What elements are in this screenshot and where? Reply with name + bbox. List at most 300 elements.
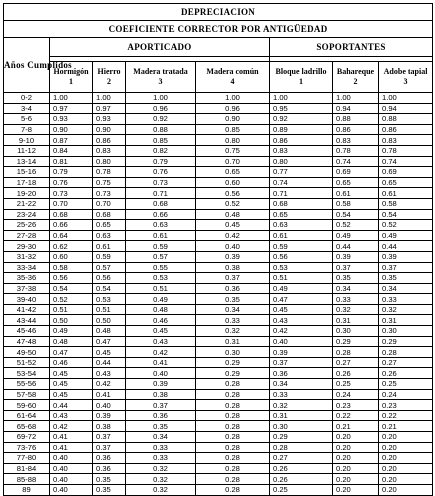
table-row [4, 114, 433, 125]
years-cell: 65-68 [4, 421, 50, 432]
coefficient-cell: 0.59 [93, 251, 126, 262]
coefficient-cell: 0.58 [50, 262, 93, 273]
coefficient-cell: 0.86 [93, 135, 126, 146]
coefficient-cell: 0.47 [93, 336, 126, 347]
column-header-number: 1 [299, 77, 303, 86]
table-row [4, 135, 433, 146]
years-cell: 61-64 [4, 410, 50, 421]
coefficient-cell: 0.29 [196, 368, 270, 379]
coefficient-cell: 0.93 [50, 114, 93, 125]
coefficient-cell: 0.20 [379, 453, 433, 464]
coefficient-cell: 0.51 [270, 273, 333, 284]
table-subtitle: COEFICIENTE CORRECTOR POR ANTIGÜEDAD [4, 21, 433, 38]
coefficient-cell: 0.56 [93, 273, 126, 284]
coefficient-cell: 0.47 [270, 294, 333, 305]
coefficient-cell: 0.28 [196, 474, 270, 485]
coefficient-cell: 0.52 [50, 294, 93, 305]
coefficient-cell: 0.27 [333, 357, 379, 368]
coefficient-cell: 0.42 [93, 379, 126, 390]
coefficient-cell: 0.70 [93, 198, 126, 209]
coefficient-cell: 0.83 [333, 135, 379, 146]
years-cell: 11-12 [4, 145, 50, 156]
coefficient-cell: 0.43 [50, 410, 93, 421]
coefficient-cell: 0.44 [93, 357, 126, 368]
years-cell: 25-26 [4, 220, 50, 231]
coefficient-cell: 0.85 [126, 135, 196, 146]
years-cell: 21-22 [4, 198, 50, 209]
coefficient-cell: 0.45 [50, 379, 93, 390]
coefficient-cell: 0.63 [126, 220, 196, 231]
coefficient-cell: 0.42 [196, 230, 270, 241]
table-row [4, 156, 433, 167]
coefficient-cell: 0.79 [126, 156, 196, 167]
coefficient-cell: 0.56 [270, 251, 333, 262]
coefficient-cell: 0.89 [270, 124, 333, 135]
coefficient-cell: 0.37 [196, 273, 270, 284]
table-row [4, 124, 433, 135]
coefficient-cell: 0.20 [333, 432, 379, 443]
coefficient-cell: 0.39 [93, 410, 126, 421]
coefficient-cell: 0.44 [379, 241, 433, 252]
coefficient-cell: 0.40 [50, 453, 93, 464]
coefficient-cell: 0.42 [126, 347, 196, 358]
coefficient-cell: 0.88 [126, 124, 196, 135]
coefficient-cell: 0.66 [50, 220, 93, 231]
coefficient-cell: 0.92 [270, 114, 333, 125]
coefficient-cell: 0.57 [93, 262, 126, 273]
column-header-number: 1 [69, 77, 73, 86]
group-header-aporticado: APORTICADO [50, 38, 270, 57]
coefficient-cell: 0.88 [333, 114, 379, 125]
column-header [379, 62, 433, 93]
years-cell: 7-8 [4, 124, 50, 135]
years-cell: 13-14 [4, 156, 50, 167]
coefficient-cell: 0.52 [379, 220, 433, 231]
coefficient-cell: 0.26 [379, 368, 433, 379]
coefficient-cell: 0.59 [270, 241, 333, 252]
coefficient-cell: 0.20 [379, 432, 433, 443]
coefficient-cell: 0.53 [126, 273, 196, 284]
coefficient-cell: 0.54 [333, 209, 379, 220]
coefficient-cell: 0.65 [196, 167, 270, 178]
years-cell: 59-60 [4, 400, 50, 411]
coefficient-cell: 0.28 [196, 484, 270, 495]
coefficient-cell: 0.30 [333, 326, 379, 337]
coefficient-cell: 0.45 [50, 389, 93, 400]
coefficient-cell: 0.32 [333, 304, 379, 315]
coefficient-cell: 0.31 [196, 336, 270, 347]
coefficient-cell: 0.94 [333, 103, 379, 114]
coefficient-cell: 0.40 [196, 241, 270, 252]
column-header [50, 62, 93, 93]
coefficient-cell: 0.37 [333, 262, 379, 273]
depreciation-table [3, 3, 433, 496]
coefficient-cell: 0.49 [126, 294, 196, 305]
coefficient-cell: 0.61 [270, 230, 333, 241]
coefficient-cell: 0.60 [196, 177, 270, 188]
coefficient-cell: 0.20 [333, 453, 379, 464]
column-header [93, 62, 126, 93]
table-row [4, 442, 433, 453]
coefficient-cell: 0.42 [50, 421, 93, 432]
years-cell: 51-52 [4, 357, 50, 368]
coefficient-cell: 0.80 [270, 156, 333, 167]
column-header-number: 3 [403, 77, 408, 86]
column-header-number: 3 [158, 77, 163, 86]
column-header-number: 4 [230, 77, 235, 86]
years-cell: 19-20 [4, 188, 50, 199]
coefficient-cell: 0.61 [379, 188, 433, 199]
column-header-label: Madera tratada [133, 67, 188, 76]
coefficient-cell: 0.28 [196, 389, 270, 400]
years-cell: 3-4 [4, 103, 50, 114]
coefficient-cell: 0.32 [126, 463, 196, 474]
coefficient-cell: 0.28 [196, 379, 270, 390]
coefficient-cell: 0.83 [270, 145, 333, 156]
coefficient-cell: 0.97 [93, 103, 126, 114]
coefficient-cell: 0.20 [379, 474, 433, 485]
coefficient-cell: 0.48 [126, 304, 196, 315]
coefficient-cell: 0.37 [270, 357, 333, 368]
coefficient-cell: 0.65 [93, 220, 126, 231]
table-row [4, 336, 433, 347]
table-row [4, 273, 433, 284]
coefficient-cell: 0.29 [379, 336, 433, 347]
coefficient-cell: 0.37 [93, 442, 126, 453]
coefficient-cell: 0.83 [93, 145, 126, 156]
coefficient-cell: 0.36 [196, 283, 270, 294]
table-row [4, 484, 433, 495]
table-row [4, 389, 433, 400]
coefficient-cell: 0.68 [270, 198, 333, 209]
coefficient-cell: 0.35 [333, 273, 379, 284]
coefficient-cell: 0.66 [126, 209, 196, 220]
coefficient-cell: 0.48 [196, 209, 270, 220]
coefficient-cell: 0.30 [270, 421, 333, 432]
table-row [4, 188, 433, 199]
coefficient-cell: 0.33 [196, 315, 270, 326]
coefficient-cell: 0.26 [270, 474, 333, 485]
coefficient-cell: 0.32 [270, 400, 333, 411]
coefficient-cell: 0.68 [93, 209, 126, 220]
coefficient-cell: 0.32 [126, 474, 196, 485]
coefficient-cell: 0.55 [126, 262, 196, 273]
coefficient-cell: 0.37 [126, 400, 196, 411]
coefficient-cell: 0.85 [196, 124, 270, 135]
coefficient-cell: 0.22 [333, 410, 379, 421]
coefficient-cell: 0.88 [379, 114, 433, 125]
coefficient-cell: 1.00 [270, 93, 333, 104]
coefficient-cell: 0.33 [333, 294, 379, 305]
coefficient-cell: 0.34 [333, 283, 379, 294]
coefficient-cell: 0.54 [379, 209, 433, 220]
coefficient-cell: 0.24 [379, 389, 433, 400]
coefficient-cell: 0.53 [270, 262, 333, 273]
coefficient-cell: 0.36 [126, 410, 196, 421]
coefficient-cell: 0.78 [93, 167, 126, 178]
coefficient-cell: 0.42 [270, 326, 333, 337]
coefficient-cell: 0.93 [93, 114, 126, 125]
coefficient-cell: 0.51 [126, 283, 196, 294]
coefficient-cell: 0.71 [270, 188, 333, 199]
years-header: Años Cumplidos [4, 38, 50, 93]
years-cell: 55-56 [4, 379, 50, 390]
table-row [4, 93, 433, 104]
coefficient-cell: 0.65 [270, 209, 333, 220]
table-row [4, 198, 433, 209]
years-cell: 31-32 [4, 251, 50, 262]
coefficient-cell: 0.74 [333, 156, 379, 167]
coefficient-cell: 0.38 [93, 421, 126, 432]
years-cell: 17-18 [4, 177, 50, 188]
coefficient-cell: 0.61 [126, 230, 196, 241]
years-cell: 47-48 [4, 336, 50, 347]
table-row [4, 432, 433, 443]
table-row [4, 421, 433, 432]
coefficient-cell: 0.27 [379, 357, 433, 368]
coefficient-cell: 0.35 [93, 474, 126, 485]
coefficient-cell: 0.28 [196, 410, 270, 421]
coefficient-cell: 0.28 [196, 442, 270, 453]
coefficient-cell: 0.37 [379, 262, 433, 273]
years-cell: 35-36 [4, 273, 50, 284]
coefficient-cell: 0.78 [333, 145, 379, 156]
coefficient-cell: 0.96 [126, 103, 196, 114]
coefficient-cell: 0.20 [379, 463, 433, 474]
table-row [4, 241, 433, 252]
coefficient-cell: 0.76 [126, 167, 196, 178]
coefficient-cell: 0.73 [126, 177, 196, 188]
table-row [4, 262, 433, 273]
years-cell: 41-42 [4, 304, 50, 315]
column-header [333, 62, 379, 93]
years-cell: 85-88 [4, 474, 50, 485]
table-row [4, 379, 433, 390]
years-cell: 89 [4, 484, 50, 495]
coefficient-cell: 0.52 [333, 220, 379, 231]
coefficient-cell: 0.83 [379, 135, 433, 146]
coefficient-cell: 0.28 [379, 347, 433, 358]
coefficient-cell: 0.31 [333, 315, 379, 326]
coefficient-cell: 1.00 [379, 93, 433, 104]
coefficient-cell: 0.32 [196, 326, 270, 337]
coefficient-cell: 0.90 [50, 124, 93, 135]
coefficient-cell: 0.40 [93, 400, 126, 411]
coefficient-cell: 0.68 [50, 209, 93, 220]
coefficient-cell: 0.45 [50, 368, 93, 379]
column-header-label: Hormigón [53, 67, 89, 76]
coefficient-cell: 0.20 [379, 484, 433, 495]
coefficient-cell: 0.94 [379, 103, 433, 114]
table-title: DEPRECIACION [4, 4, 433, 21]
coefficient-cell: 0.52 [196, 198, 270, 209]
years-cell: 81-84 [4, 463, 50, 474]
coefficient-cell: 0.30 [379, 326, 433, 337]
coefficient-cell: 0.27 [270, 453, 333, 464]
coefficient-cell: 0.56 [50, 273, 93, 284]
coefficient-cell: 0.41 [50, 442, 93, 453]
coefficient-cell: 0.48 [50, 336, 93, 347]
coefficient-cell: 0.28 [196, 432, 270, 443]
coefficient-cell: 0.33 [126, 442, 196, 453]
coefficient-cell: 0.28 [196, 421, 270, 432]
coefficient-cell: 0.81 [50, 156, 93, 167]
coefficient-cell: 0.97 [50, 103, 93, 114]
coefficient-cell: 0.73 [50, 188, 93, 199]
coefficient-cell: 0.34 [270, 379, 333, 390]
coefficient-cell: 0.33 [270, 389, 333, 400]
coefficient-cell: 0.33 [126, 453, 196, 464]
coefficient-cell: 0.44 [50, 400, 93, 411]
coefficient-cell: 0.43 [126, 336, 196, 347]
coefficient-cell: 0.40 [50, 474, 93, 485]
coefficient-cell: 0.20 [333, 442, 379, 453]
coefficient-cell: 0.29 [270, 432, 333, 443]
table-row [4, 474, 433, 485]
coefficient-cell: 0.48 [93, 326, 126, 337]
coefficient-cell: 0.78 [379, 145, 433, 156]
years-cell: 49-50 [4, 347, 50, 358]
coefficient-cell: 0.43 [270, 315, 333, 326]
coefficient-cell: 0.36 [270, 368, 333, 379]
coefficient-cell: 0.45 [196, 220, 270, 231]
years-cell: 43-44 [4, 315, 50, 326]
coefficient-cell: 0.86 [379, 124, 433, 135]
coefficient-cell: 0.74 [379, 156, 433, 167]
coefficient-cell: 0.39 [333, 251, 379, 262]
coefficient-cell: 0.92 [126, 114, 196, 125]
years-cell: 29-30 [4, 241, 50, 252]
years-cell: 5-6 [4, 114, 50, 125]
table-row [4, 251, 433, 262]
coefficient-cell: 0.41 [93, 389, 126, 400]
coefficient-cell: 0.28 [196, 400, 270, 411]
coefficient-cell: 0.74 [270, 177, 333, 188]
coefficient-cell: 0.49 [50, 326, 93, 337]
table-row [4, 145, 433, 156]
table-row [4, 326, 433, 337]
coefficient-cell: 0.45 [93, 347, 126, 358]
coefficient-cell: 0.50 [50, 315, 93, 326]
table-row [4, 283, 433, 294]
coefficient-cell: 0.38 [126, 389, 196, 400]
column-header-label: Madera común [206, 67, 259, 76]
coefficient-cell: 0.24 [333, 389, 379, 400]
coefficient-cell: 0.39 [379, 251, 433, 262]
column-header [270, 62, 333, 93]
coefficient-cell: 0.53 [93, 294, 126, 305]
coefficient-cell: 0.20 [333, 484, 379, 495]
coefficient-cell: 0.54 [50, 283, 93, 294]
coefficient-cell: 0.29 [333, 336, 379, 347]
coefficient-cell: 1.00 [50, 93, 93, 104]
coefficient-cell: 0.61 [333, 188, 379, 199]
coefficient-cell: 0.40 [126, 368, 196, 379]
coefficient-cell: 0.35 [126, 421, 196, 432]
coefficient-cell: 0.35 [93, 484, 126, 495]
coefficient-cell: 0.65 [379, 177, 433, 188]
coefficient-cell: 0.47 [50, 347, 93, 358]
coefficient-cell: 0.49 [270, 283, 333, 294]
coefficient-cell: 0.41 [126, 357, 196, 368]
years-cell: 73-76 [4, 442, 50, 453]
coefficient-cell: 0.36 [93, 453, 126, 464]
coefficient-cell: 0.75 [196, 145, 270, 156]
coefficient-cell: 0.25 [333, 379, 379, 390]
coefficient-cell: 0.61 [93, 241, 126, 252]
coefficient-cell: 0.51 [50, 304, 93, 315]
coefficient-cell: 0.40 [50, 484, 93, 495]
coefficient-cell: 1.00 [333, 93, 379, 104]
table-row [4, 453, 433, 464]
table-row [4, 209, 433, 220]
years-cell: 9-10 [4, 135, 50, 146]
coefficient-cell: 1.00 [196, 93, 270, 104]
coefficient-cell: 0.59 [126, 241, 196, 252]
years-cell: 57-58 [4, 389, 50, 400]
coefficient-cell: 0.60 [50, 251, 93, 262]
coefficient-cell: 0.34 [379, 283, 433, 294]
coefficient-cell: 0.26 [270, 463, 333, 474]
coefficient-cell: 0.69 [333, 167, 379, 178]
coefficient-cell: 0.71 [126, 188, 196, 199]
coefficient-cell: 0.90 [93, 124, 126, 135]
coefficient-cell: 0.80 [93, 156, 126, 167]
column-header-label: Bahareque [336, 67, 375, 76]
coefficient-cell: 0.20 [379, 442, 433, 453]
coefficient-cell: 0.25 [379, 379, 433, 390]
coefficient-cell: 0.40 [50, 463, 93, 474]
coefficient-cell: 0.65 [333, 177, 379, 188]
table-row [4, 400, 433, 411]
years-cell: 69-72 [4, 432, 50, 443]
years-cell: 33-34 [4, 262, 50, 273]
column-header-label: Bloque ladrillo [275, 67, 327, 76]
coefficient-cell: 0.28 [270, 442, 333, 453]
coefficient-cell: 0.33 [379, 294, 433, 305]
coefficient-cell: 0.87 [50, 135, 93, 146]
coefficient-cell: 0.23 [379, 400, 433, 411]
coefficient-cell: 0.80 [196, 135, 270, 146]
column-header-number: 2 [107, 77, 111, 86]
years-cell: 23-24 [4, 209, 50, 220]
coefficient-cell: 0.34 [196, 304, 270, 315]
table-row [4, 304, 433, 315]
coefficient-cell: 0.95 [270, 103, 333, 114]
coefficient-cell: 0.70 [196, 156, 270, 167]
table-row [4, 103, 433, 114]
coefficient-cell: 0.46 [50, 357, 93, 368]
coefficient-cell: 0.86 [270, 135, 333, 146]
coefficient-cell: 0.54 [93, 283, 126, 294]
coefficient-cell: 0.32 [379, 304, 433, 315]
coefficient-cell: 0.49 [333, 230, 379, 241]
table-row [4, 315, 433, 326]
coefficient-cell: 0.37 [93, 432, 126, 443]
coefficient-cell: 0.46 [126, 315, 196, 326]
coefficient-cell: 0.35 [196, 294, 270, 305]
coefficient-cell: 0.51 [93, 304, 126, 315]
coefficient-cell: 0.75 [93, 177, 126, 188]
coefficient-cell: 0.28 [333, 347, 379, 358]
table-row [4, 230, 433, 241]
coefficient-cell: 0.32 [126, 484, 196, 495]
coefficient-cell: 0.90 [196, 114, 270, 125]
coefficient-cell: 0.68 [126, 198, 196, 209]
coefficient-cell: 0.39 [270, 347, 333, 358]
coefficient-cell: 0.96 [196, 103, 270, 114]
years-cell: 0-2 [4, 93, 50, 104]
